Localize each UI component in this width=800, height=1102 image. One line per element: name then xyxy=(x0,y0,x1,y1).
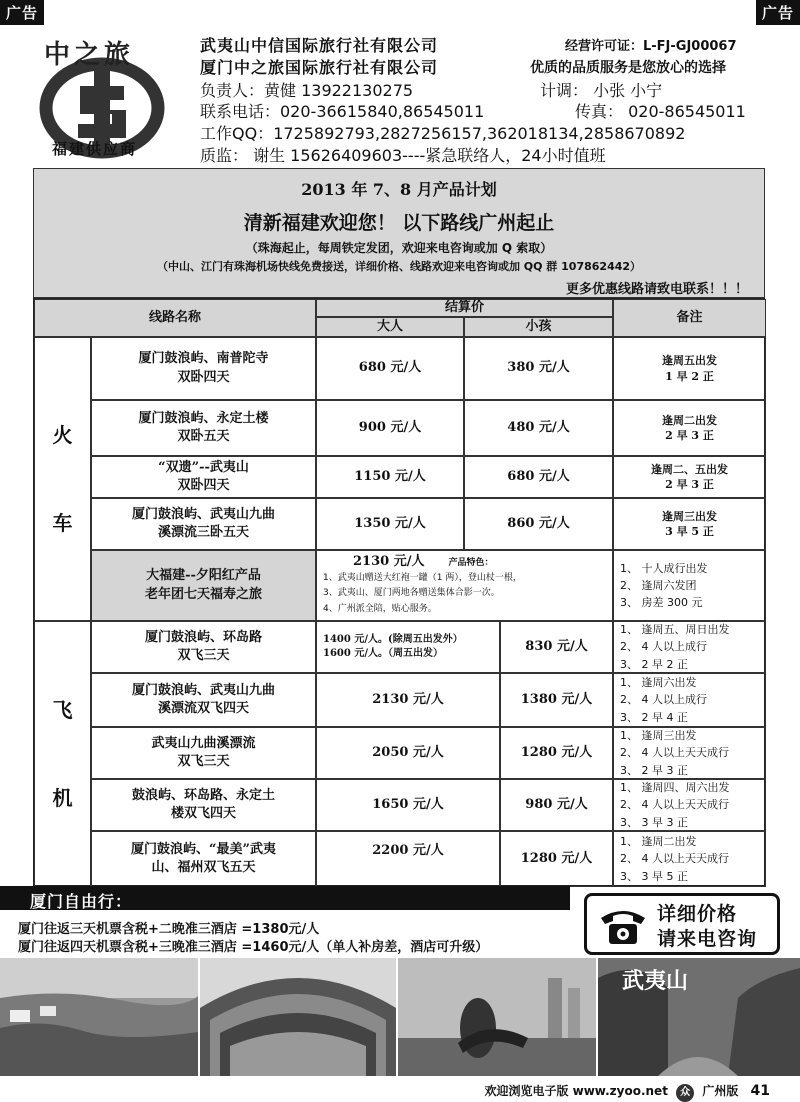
header-price: 结算价 xyxy=(316,299,613,317)
plane-adult-price-1: 1400 元/人。(除周五出发外） 1600 元/人。（周五出发） xyxy=(316,621,500,673)
plane-adult-price-3: 2050 元/人 xyxy=(316,727,500,779)
special-feature-label: 产品特色： xyxy=(448,558,494,568)
phone-numbers: 联系电话：020-36615840,86545011 xyxy=(200,102,485,121)
plane-note-4: 1、 逢周四、周六出发 2、 4 人以上天天成行 3、 3 早 3 正 xyxy=(613,779,766,831)
special-feature-2: 3、武夷山、厦门两地各赠送集体合影一次。 xyxy=(323,588,500,599)
plane-note-1: 1、 逢周五、周日出发 2、 4 人以上成行 3、 2 早 2 正 xyxy=(613,621,766,673)
work-qq: 工作QQ：1725892793,2827256157,362018134,2858670892 xyxy=(200,124,686,143)
plane-adult-price-5: 2200 元/人 xyxy=(316,831,500,887)
train-category-label: 火 车 xyxy=(34,337,91,621)
train-child-price-2: 480 元/人 xyxy=(464,400,613,456)
plane-child-price-5: 1280 元/人 xyxy=(500,831,613,887)
plane-child-price-1: 830 元/人 xyxy=(500,621,613,673)
train-child-price-3: 680 元/人 xyxy=(464,456,613,498)
plane-child-price-4: 980 元/人 xyxy=(500,779,613,831)
more-offers: 更多优惠线路请致电联系！！！ xyxy=(565,282,748,297)
product-plan-banner xyxy=(33,168,765,298)
dispatcher: 计调： 小张 小宁 xyxy=(540,81,663,100)
train-note-3: 逢周二、五出发 2 早 3 正 xyxy=(613,456,766,498)
plane-route-3: 武夷山九曲溪漂流 双飞三天 xyxy=(91,727,316,779)
header-child: 小孩 xyxy=(464,317,613,337)
train-note-1: 逢周五出发 1 早 2 正 xyxy=(613,337,766,400)
free-travel-title: 厦门自由行： xyxy=(0,886,570,910)
welcome-headline: 清新福建欢迎您！ 以下路线广州起止 xyxy=(243,212,555,234)
call-text: 详细价格 请来电咨询 xyxy=(657,903,758,950)
special-route: 大福建--夕阳红产品 老年团七天福寿之旅 xyxy=(91,550,316,621)
train-route-3: “双遗”--武夷山 双卧四天 xyxy=(91,456,316,498)
photo-sculpture-park xyxy=(398,958,596,1076)
logo-subtitle: 福建供应商 xyxy=(52,140,138,158)
photo-wuyishan-river xyxy=(598,958,800,1076)
slogan: 优质的品质服务是您放心的选择 xyxy=(530,60,726,76)
company-name-1: 武夷山中信国际旅行社有限公司 xyxy=(200,36,439,55)
train-adult-price-3: 1150 元/人 xyxy=(316,456,464,498)
plane-route-5: 厦门鼓浪屿、“最美”武夷 山、福州双飞五天 xyxy=(91,831,316,887)
special-price: 2130 元/人 xyxy=(353,554,425,569)
train-note-2: 逢周二出发 2 早 3 正 xyxy=(613,400,766,456)
ad-label-left: 广告 xyxy=(0,0,44,25)
plane-note-2: 1、 逢周六出发 2、 4 人以上成行 3、 2 早 4 正 xyxy=(613,673,766,727)
plane-category-label: 飞 机 xyxy=(34,621,91,887)
plane-route-2: 厦门鼓浪屿、武夷山九曲 溪漂流双飞四天 xyxy=(91,673,316,727)
special-price-features xyxy=(316,550,613,621)
page-number: 41 xyxy=(750,1083,770,1099)
plane-note-5: 1、 逢周二出发 2、 4 人以上天天成行 3、 3 早 5 正 xyxy=(613,831,766,887)
page-footer xyxy=(484,1082,770,1102)
plane-note-3: 1、 逢周三出发 2、 4 人以上天天成行 3、 2 早 3 正 xyxy=(613,727,766,779)
manager-contact: 负责人：黄健 13922130275 xyxy=(200,81,414,100)
call-to-consult-box xyxy=(584,893,780,955)
header-route: 线路名称 xyxy=(34,299,316,337)
telephone-icon xyxy=(597,904,649,946)
train-route-1: 厦门鼓浪屿、南普陀寺 双卧四天 xyxy=(91,337,316,400)
zhuhai-note: （珠海起止，每周铁定发团，欢迎来电咨询或加 Q 索取） xyxy=(245,241,553,255)
train-note-4: 逢周三出发 3 早 5 正 xyxy=(613,498,766,550)
train-adult-price-4: 1350 元/人 xyxy=(316,498,464,550)
special-feature-3: 4、广州派全陪，贴心服务。 xyxy=(323,603,437,614)
free-travel-line-2: 厦门往返四天机票含税+三晚准三酒店 =1460元/人（单人补房差，酒店可升级） xyxy=(18,940,489,955)
special-note: 1、 十人成行出发 2、 逢周六发团 3、 房差 300 元 xyxy=(613,550,766,621)
wuyishan-photo-caption: 武夷山 xyxy=(622,968,689,994)
footer-website: 欢迎浏览电子版 www.zyoo.net xyxy=(484,1084,668,1098)
plane-route-1: 厦门鼓浪屿、环岛路 双飞三天 xyxy=(91,621,316,673)
plane-child-price-2: 1380 元/人 xyxy=(500,673,613,727)
company-name-2: 厦门中之旅国际旅行社有限公司 xyxy=(200,58,439,77)
zhongshan-note: （中山、江门有珠海机场快线免费接送，详细价格、线路欢迎来电咨询或加 QQ 群 107862442） xyxy=(156,260,642,273)
route-price-table xyxy=(33,298,765,886)
quality-supervisor: 质监： 谢生 15626409603----紧急联络人，24小时值班 xyxy=(200,146,606,165)
footer-logo: 众 xyxy=(676,1084,694,1102)
photo-tulou-building xyxy=(200,958,396,1076)
train-route-4: 厦门鼓浪屿、武夷山九曲 溪漂流三卧五天 xyxy=(91,498,316,550)
header-adult: 大人 xyxy=(316,317,464,337)
train-child-price-4: 860 元/人 xyxy=(464,498,613,550)
plane-adult-price-2: 2130 元/人 xyxy=(316,673,500,727)
train-route-2: 厦门鼓浪屿、永定土楼 双卧五天 xyxy=(91,400,316,456)
license-number: 经营许可证：L-FJ-GJ00067 xyxy=(565,39,737,54)
header-note: 备注 xyxy=(613,299,766,337)
train-child-price-1: 380 元/人 xyxy=(464,337,613,400)
plane-route-4: 鼓浪屿、环岛路、永定土 楼双飞四天 xyxy=(91,779,316,831)
free-travel-line-1: 厦门往返三天机票含税+二晚准三酒店 =1380元/人 xyxy=(18,922,320,937)
ad-label-right: 广告 xyxy=(756,0,800,25)
logo-title: 中之旅 xyxy=(44,40,135,70)
train-adult-price-2: 900 元/人 xyxy=(316,400,464,456)
photo-coastal-island xyxy=(0,958,198,1076)
plane-adult-price-4: 1650 元/人 xyxy=(316,779,500,831)
plane-child-price-3: 1280 元/人 xyxy=(500,727,613,779)
special-feature-1: 1、武夷山赠送大红袍一罐（1 两），登山杖一根， xyxy=(323,573,522,584)
plan-title: 2013 年 7、8 月产品计划 xyxy=(301,180,497,199)
train-adult-price-1: 680 元/人 xyxy=(316,337,464,400)
footer-edition: 广州版 xyxy=(702,1084,739,1098)
fax-number: 传真： 020-86545011 xyxy=(575,102,746,121)
